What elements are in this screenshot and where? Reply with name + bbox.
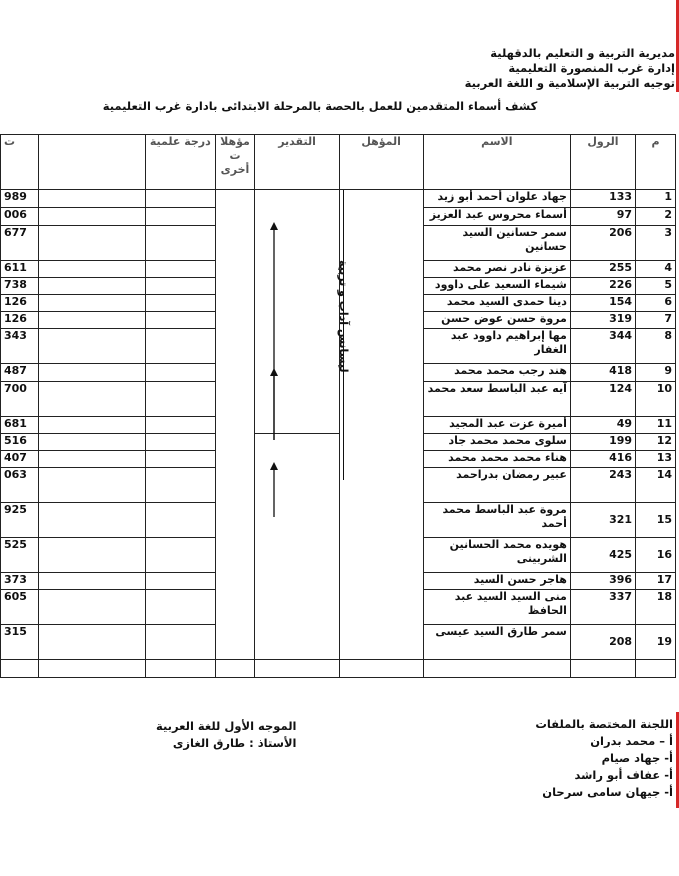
row-roll: 319: [570, 312, 635, 329]
row-name: هناء محمد محمد محمد: [423, 451, 570, 468]
blank-cell: [38, 382, 145, 417]
row-number: 16: [636, 538, 676, 573]
row-roll: 418: [570, 364, 635, 382]
row-name: منى السيد السيد عبد الحافظ: [423, 590, 570, 625]
row-phone: 006: [1, 208, 39, 226]
col-header-degree: درجة علمية: [146, 135, 215, 190]
degree-cell: [146, 364, 215, 382]
row-phone: 487: [1, 364, 39, 382]
committee-member: أ- جيهان سامى سرحان: [542, 785, 673, 799]
blank-cell: [38, 434, 145, 451]
document-title: كشف أسماء المتقدمين للعمل بالحصة بالمرحلة الابتدائى بادارة غرب التعليمية: [102, 99, 538, 113]
blank-cell: [38, 312, 145, 329]
row-name: جهاد علوان أحمد أبو زيد: [423, 190, 570, 208]
degree-cell: [146, 382, 215, 417]
degree-cell: [146, 208, 215, 226]
row-phone: 925: [1, 503, 39, 538]
row-number: 6: [636, 295, 676, 312]
document-header: [465, 46, 675, 91]
qualification-cell: [339, 190, 423, 660]
row-number: 18: [636, 590, 676, 625]
col-header-qualification: المؤهل: [339, 135, 423, 190]
degree-cell: [146, 278, 215, 295]
degree-cell: [146, 434, 215, 451]
row-number: 14: [636, 468, 676, 503]
committee-member: أ- عفاف أبو راشد: [574, 768, 673, 782]
empty-cell: [255, 660, 339, 678]
grade-arrow-icon-3: [268, 462, 280, 520]
row-phone: 681: [1, 417, 39, 434]
row-roll: 49: [570, 417, 635, 434]
row-phone: 605: [1, 590, 39, 625]
empty-cell: [1, 660, 39, 678]
row-roll: 133: [570, 190, 635, 208]
blank-cell: [38, 364, 145, 382]
row-name: دينا حمدى السيد محمد: [423, 295, 570, 312]
row-name: مروة حسن عوض حسن: [423, 312, 570, 329]
degree-cell: [146, 417, 215, 434]
row-roll: 206: [570, 226, 635, 261]
blank-cell: [38, 208, 145, 226]
empty-cell: [423, 660, 570, 678]
row-phone: 373: [1, 573, 39, 590]
row-roll: 337: [570, 590, 635, 625]
row-number: 9: [636, 364, 676, 382]
degree-cell: [146, 295, 215, 312]
blank-cell: [38, 295, 145, 312]
table-row: [1, 434, 676, 451]
row-name: سلوى محمد محمد جاد: [423, 434, 570, 451]
row-number: 13: [636, 451, 676, 468]
qualification-vertical-text: ليسانس آداب و تربية: [337, 260, 350, 373]
row-phone: 063: [1, 468, 39, 503]
blank-cell: [38, 190, 145, 208]
empty-cell: [146, 660, 215, 678]
row-roll: 396: [570, 573, 635, 590]
degree-cell: [146, 226, 215, 261]
header-department: توجيه التربية الإسلامية و اللغة العربية: [464, 76, 675, 90]
empty-cell: [636, 660, 676, 678]
row-name: آيه عبد الباسط سعد محمد: [423, 382, 570, 417]
row-roll: 208: [570, 625, 635, 660]
col-header-other-qualifications: مؤهلا ت أخرى: [215, 135, 255, 190]
row-name: أسماء محروس عبد العزيز: [423, 208, 570, 226]
row-number: 11: [636, 417, 676, 434]
blank-cell: [38, 261, 145, 278]
row-name: سمر طارق السيد عيسى: [423, 625, 570, 660]
row-number: 17: [636, 573, 676, 590]
row-phone: 525: [1, 538, 39, 573]
row-phone: 738: [1, 278, 39, 295]
row-number: 8: [636, 329, 676, 364]
blank-cell: [38, 278, 145, 295]
supervisor-block: [156, 718, 296, 752]
empty-cell: [339, 660, 423, 678]
col-header-blank: [38, 135, 145, 190]
row-roll: 154: [570, 295, 635, 312]
empty-cell: [215, 660, 255, 678]
row-phone: 677: [1, 226, 39, 261]
row-phone: 516: [1, 434, 39, 451]
row-name: مها إبراهيم داوود عبد الغفار: [423, 329, 570, 364]
committee-member: أ – محمد بدران: [590, 734, 673, 748]
row-phone: 611: [1, 261, 39, 278]
row-roll: 199: [570, 434, 635, 451]
row-phone: 700: [1, 382, 39, 417]
row-number: 1: [636, 190, 676, 208]
committee-member: أ- جهاد صيام: [601, 751, 673, 765]
grade-arrow-icon-2: [268, 368, 280, 443]
col-header-m: م: [636, 135, 676, 190]
blank-cell: [38, 226, 145, 261]
committee-block: [535, 716, 673, 801]
row-roll: 97: [570, 208, 635, 226]
blank-cell: [38, 625, 145, 660]
committee-title: اللجنة المختصة بالملفات: [535, 717, 673, 731]
col-header-roll: الرول: [570, 135, 635, 190]
degree-cell: [146, 590, 215, 625]
row-name: هند رجب محمد محمد: [423, 364, 570, 382]
blank-cell: [38, 468, 145, 503]
row-name: عزيزة نادر نصر محمد: [423, 261, 570, 278]
degree-cell: [146, 538, 215, 573]
row-name: هويده محمد الحسانين الشربينى: [423, 538, 570, 573]
row-phone: 315: [1, 625, 39, 660]
row-name: هاجر حسن السيد: [423, 573, 570, 590]
row-phone: 407: [1, 451, 39, 468]
other-qualifications-cell: [215, 190, 255, 660]
row-phone: 126: [1, 312, 39, 329]
blank-cell: [38, 590, 145, 625]
row-name: مروة عبد الباسط محمد أحمد: [423, 503, 570, 538]
row-number: 15: [636, 503, 676, 538]
row-number: 3: [636, 226, 676, 261]
row-roll: 124: [570, 382, 635, 417]
row-number: 19: [636, 625, 676, 660]
degree-cell: [146, 573, 215, 590]
col-header-phone: ت: [1, 135, 39, 190]
empty-cell: [38, 660, 145, 678]
degree-cell: [146, 451, 215, 468]
header-administration: إدارة غرب المنصورة التعليمية: [508, 61, 675, 75]
blank-cell: [38, 451, 145, 468]
row-roll: 425: [570, 538, 635, 573]
blank-cell: [38, 329, 145, 364]
row-name: سمر حسانين السيد حسانين: [423, 226, 570, 261]
row-roll: 321: [570, 503, 635, 538]
row-number: 7: [636, 312, 676, 329]
supervisor-title: الموجه الأول للغة العربية: [156, 719, 297, 733]
row-name: أميرة عزت عبد المجيد: [423, 417, 570, 434]
row-number: 10: [636, 382, 676, 417]
blank-cell: [38, 417, 145, 434]
row-number: 5: [636, 278, 676, 295]
table-row-empty: [1, 660, 676, 678]
row-phone: 126: [1, 295, 39, 312]
degree-cell: [146, 625, 215, 660]
table-row: [1, 190, 676, 208]
degree-cell: [146, 503, 215, 538]
row-number: 2: [636, 208, 676, 226]
degree-cell: [146, 329, 215, 364]
header-directorate: مديرية التربية و التعليم بالدقهلية: [490, 46, 675, 60]
col-header-name: الاسم: [423, 135, 570, 190]
row-name: شيماء السعيد على داوود: [423, 278, 570, 295]
degree-cell: [146, 312, 215, 329]
col-header-grade: التقدير: [255, 135, 339, 190]
row-roll: 344: [570, 329, 635, 364]
blank-cell: [38, 503, 145, 538]
row-phone: 989: [1, 190, 39, 208]
row-roll: 243: [570, 468, 635, 503]
empty-cell: [570, 660, 635, 678]
applicants-table: [0, 134, 676, 678]
blank-cell: [38, 538, 145, 573]
table-header-row: [1, 135, 676, 190]
degree-cell: [146, 190, 215, 208]
row-roll: 416: [570, 451, 635, 468]
blank-cell: [38, 573, 145, 590]
row-roll: 255: [570, 261, 635, 278]
supervisor-name: الأستاذ : طارق الغازى: [172, 736, 297, 750]
degree-cell: [146, 261, 215, 278]
row-phone: 343: [1, 329, 39, 364]
row-roll: 226: [570, 278, 635, 295]
row-number: 12: [636, 434, 676, 451]
row-number: 4: [636, 261, 676, 278]
degree-cell: [146, 468, 215, 503]
row-name: عبير رمضان بدراحمد: [423, 468, 570, 503]
